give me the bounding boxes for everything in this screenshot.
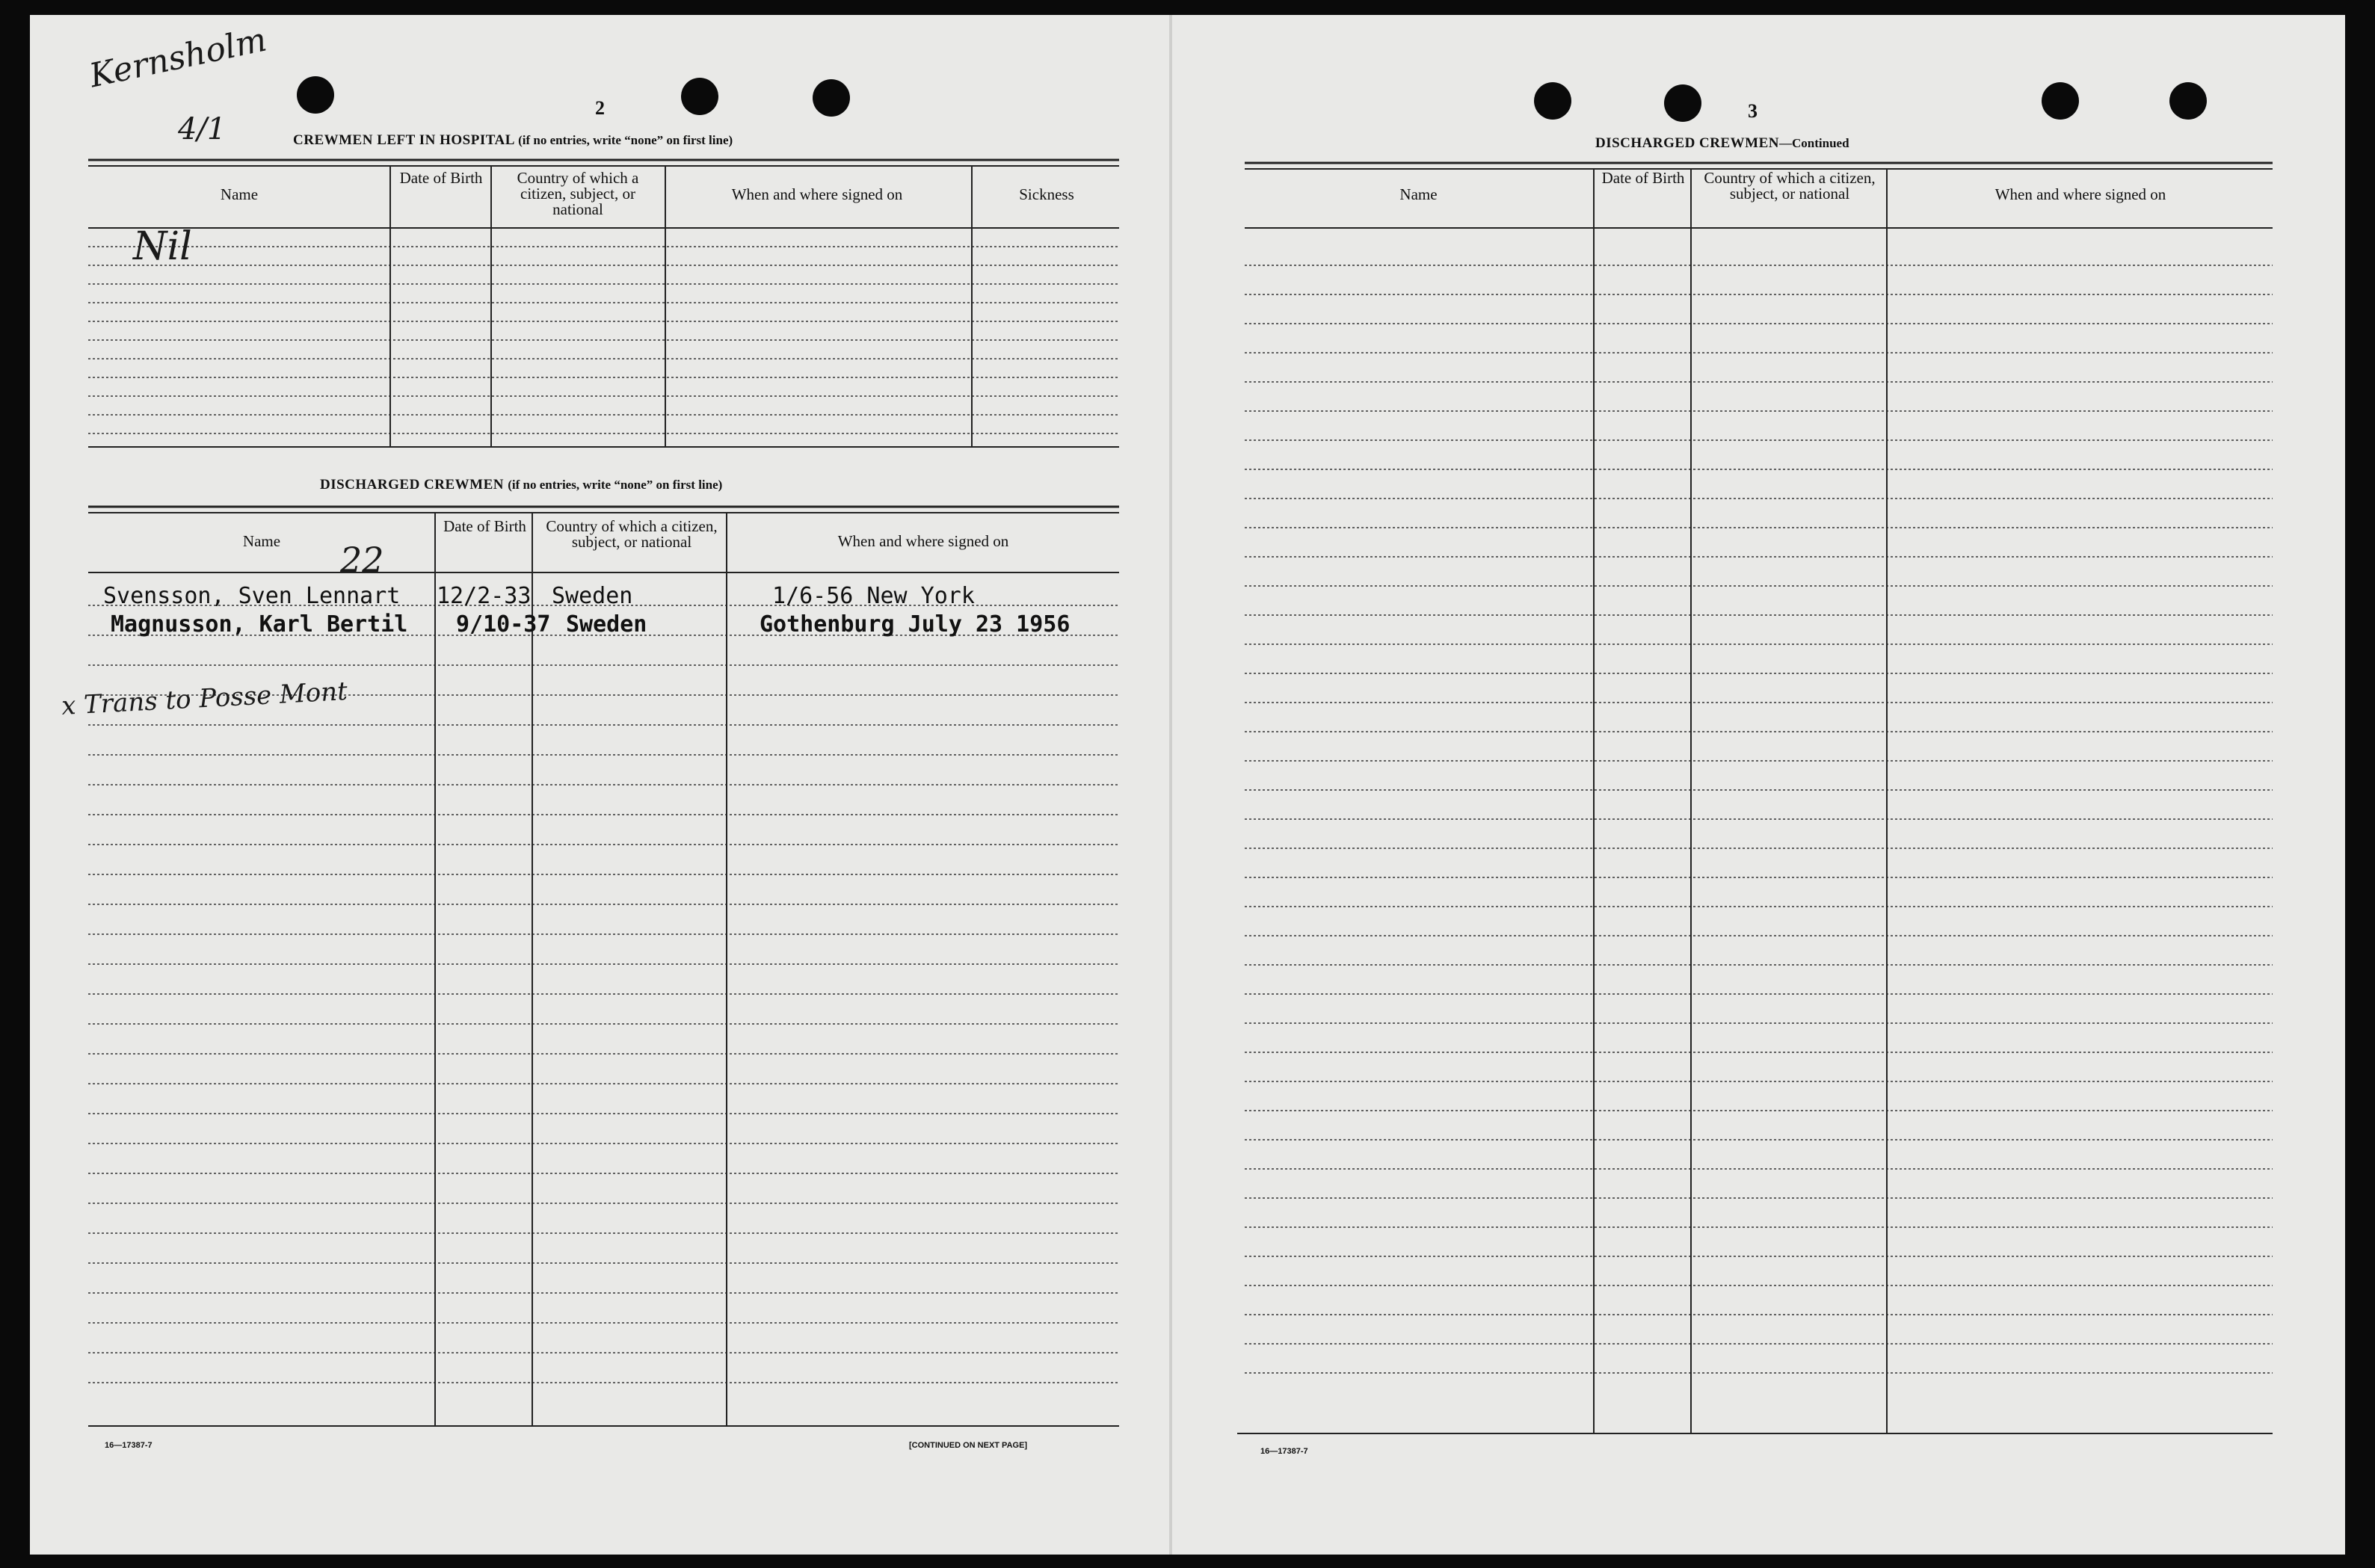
margin-note-number: 4/1	[178, 112, 227, 146]
hospital-nil-entry: Nil	[133, 224, 192, 269]
section-instruction: (if no entries, write “none” on first line)	[518, 133, 733, 147]
discharged-row-2-signed-on: Gothenburg July 23 1956	[760, 611, 1071, 638]
column-header-signed-on: When and where signed on	[731, 185, 903, 203]
handwritten-mark: 22	[340, 540, 384, 580]
discharged-row-1-country: Sweden	[552, 583, 633, 609]
column-header-name: Name	[242, 532, 281, 550]
discharged-row-1-name: Svensson, Sven Lennart	[103, 583, 401, 609]
section-title: CREWMEN LEFT IN HOSPITAL	[293, 132, 514, 148]
discharged-section-title	[320, 477, 722, 493]
discharged-row-1-dob: 12/2-33	[437, 583, 532, 609]
column-header-dob: Date of Birth	[443, 517, 526, 535]
continued-note: [CONTINUED ON NEXT PAGE]	[909, 1441, 1028, 1450]
section-title: DISCHARGED CREWMEN	[1595, 135, 1779, 151]
discharged-row-2-name: Magnusson, Karl Bertil	[111, 611, 408, 638]
hospital-section-title	[293, 132, 733, 149]
column-header-dob: Date of Birth	[1601, 169, 1685, 187]
handwritten-transfer-note: x Trans to Posse Mont	[61, 676, 348, 721]
column-header-country: Country of which a citizen, subject, or national	[1704, 169, 1876, 203]
discharged-row-2-dob: 9/10-37	[456, 611, 551, 638]
page-number: 2	[595, 97, 605, 119]
discharged-continued-title	[1595, 135, 1849, 152]
discharged-row-2-country: Sweden	[566, 611, 647, 638]
section-title-suffix: —Continued	[1779, 136, 1849, 150]
discharged-row-1-signed-on: 1/6-56 New York	[772, 583, 975, 609]
page-number: 3	[1748, 100, 1758, 122]
column-header-name: Name	[1399, 185, 1438, 203]
column-header-signed-on: When and where signed on	[1994, 185, 2166, 203]
column-header-signed-on: When and where signed on	[837, 532, 1009, 550]
column-header-sickness: Sickness	[1019, 185, 1074, 203]
section-title: DISCHARGED CREWMEN	[320, 477, 504, 493]
column-header-country: Country of which a citizen, subject, or national	[517, 169, 639, 218]
form-number: 16—17387-7	[105, 1441, 153, 1450]
column-header-country: Country of which a citizen, subject, or national	[546, 517, 718, 551]
form-number: 16—17387-7	[1260, 1447, 1308, 1456]
column-header-name: Name	[220, 185, 259, 203]
margin-note-name: Kernsholm	[86, 20, 270, 96]
column-header-dob: Date of Birth	[399, 169, 483, 187]
section-instruction: (if no entries, write “none” on first line)	[508, 478, 723, 492]
